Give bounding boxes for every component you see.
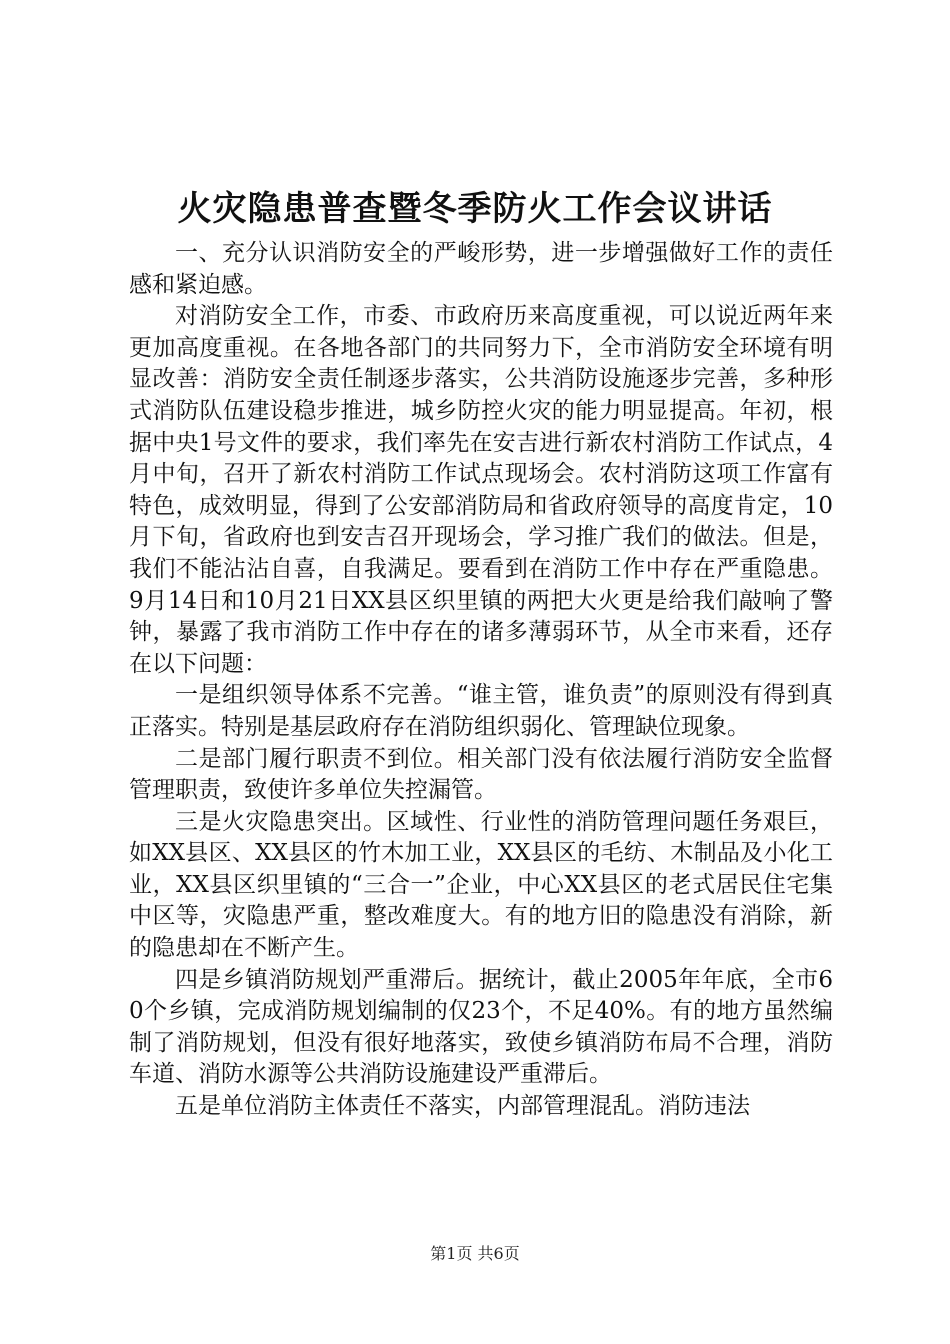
paragraph-3: 一是组织领导体系不完善。“谁主管，谁负责”的原则没有得到真正落实。特别是基层政府存在消防组织弱化、管理缺位现象。 xyxy=(129,682,833,740)
paragraph-4: 二是部门履行职责不到位。相关部门没有依法履行消防安全监督管理职责，致使许多单位失控漏管。 xyxy=(129,745,833,804)
document-title: 火灾隐患普查暨冬季防火工作会议讲话 xyxy=(177,189,773,229)
page-number-label: 第1页 共6页 xyxy=(430,1244,520,1263)
paragraph-1: 一、充分认识消防安全的严峻形势，进一步增强做好工作的责任感和紧迫感。 xyxy=(129,240,833,298)
paragraph-5: 三是火灾隐患突出。区域性、行业性的消防管理问题任务艰巨，如XX县区、XX县区的竹木加工业，XX县区的毛纺、木制品及小化工业，XX县区织里镇的“三合一”企业，中心XX县区的老式居民住宅集中区等，灾隐患严重，整改难度大。有的地方旧的隐患没有消除，新的隐患却在不断产生。 xyxy=(129,808,833,962)
document-body xyxy=(129,238,833,1123)
page-footer xyxy=(0,1243,950,1265)
paragraph-7: 五是单位消防主体责任不落实，内部管理混乱。消防违法 xyxy=(175,1093,750,1120)
paragraph-6: 四是乡镇消防规划严重滞后。据统计，截止2005年年底，全市60个乡镇，完成消防规划编制的仅23个，不足40%。有的地方虽然编制了消防规划，但没有很好地落实，致使乡镇消防布局不合理，消防车道、消防水源等公共消防设施建设严重滞后。 xyxy=(129,966,833,1088)
paragraph-2: 对消防安全工作，市委、市政府历来高度重视，可以说近两年来更加高度重视。在各地各部门的共同努力下，全市消防安全环境有明显改善：消防安全责任制逐步落实，公共消防设施逐步完善，多种形式消防队伍建设稳步推进，城乡防控火灾的能力明显提高。年初，根据中央1号文件的要求，我们率先在安吉进行新农村消防工作试点，4月中旬，召开了新农村消防工作试点现场会。农村消防这项工作富有特色，成效明显，得到了公安部消防局和省政府领导的高度肯定，10月下旬，省政府也到安吉召开现场会，学习推广我们的做法。但是，我们不能沾沾自喜，自我满足。要看到在消防工作中存在严重隐患。9月14日和10月21日XX县区织里镇的两把大火更是给我们敲响了警钟，暴露了我市消防工作中存在的诸多薄弱环节，从全市来看，还存在以下问题： xyxy=(129,303,833,677)
